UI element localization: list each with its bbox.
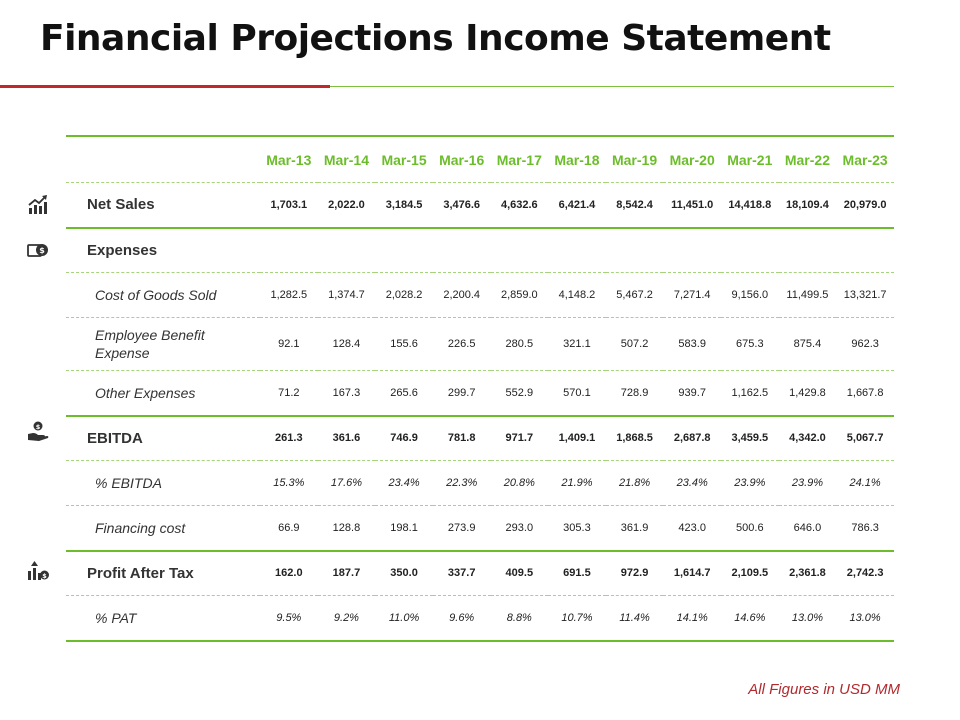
money-icon xyxy=(27,239,49,261)
table-cell: 4,148.2 xyxy=(548,273,606,318)
table-cell: 2,200.4 xyxy=(433,273,491,318)
table-cell xyxy=(375,228,433,273)
table-cell: 299.7 xyxy=(433,371,491,416)
table-cell: 128.8 xyxy=(318,506,376,551)
table-cell xyxy=(663,228,721,273)
table-cell: 1,409.1 xyxy=(548,416,606,461)
table-cell: 23.4% xyxy=(663,461,721,506)
table-cell: 781.8 xyxy=(433,416,491,461)
column-header: Mar-16 xyxy=(433,136,491,183)
table-cell: 2,028.2 xyxy=(375,273,433,318)
table-header-row xyxy=(66,136,894,183)
row-ebitda-pct xyxy=(66,461,894,506)
table-cell: 971.7 xyxy=(491,416,549,461)
row-label: Employee Benefit Expense xyxy=(66,318,260,371)
table-cell: 273.9 xyxy=(433,506,491,551)
column-header: Mar-15 xyxy=(375,136,433,183)
table-cell: 14,418.8 xyxy=(721,183,779,228)
table-cell xyxy=(318,228,376,273)
table-cell: 1,282.5 xyxy=(260,273,318,318)
table-cell xyxy=(606,228,664,273)
table-cell: 9.5% xyxy=(260,596,318,641)
row-ebitda xyxy=(66,416,894,461)
table-cell: 11,451.0 xyxy=(663,183,721,228)
table-cell: 1,374.7 xyxy=(318,273,376,318)
table-cell: 66.9 xyxy=(260,506,318,551)
table-cell: 2,742.3 xyxy=(836,551,894,596)
table-cell: 1,614.7 xyxy=(663,551,721,596)
table-cell: 500.6 xyxy=(721,506,779,551)
table-cell: 14.1% xyxy=(663,596,721,641)
table-cell: 261.3 xyxy=(260,416,318,461)
table-cell: 1,868.5 xyxy=(606,416,664,461)
column-header: Mar-23 xyxy=(836,136,894,183)
column-header: Mar-21 xyxy=(721,136,779,183)
table-cell: 13.0% xyxy=(836,596,894,641)
table-cell: 71.2 xyxy=(260,371,318,416)
table-cell: 162.0 xyxy=(260,551,318,596)
row-other-expenses xyxy=(66,371,894,416)
table-cell: 1,703.1 xyxy=(260,183,318,228)
table-cell: 226.5 xyxy=(433,318,491,371)
column-header: Mar-19 xyxy=(606,136,664,183)
row-employee-benefit xyxy=(66,318,894,371)
row-net-sales xyxy=(66,183,894,228)
column-header: Mar-13 xyxy=(260,136,318,183)
table-cell: 305.3 xyxy=(548,506,606,551)
table-cell: 675.3 xyxy=(721,318,779,371)
table-cell: 9,156.0 xyxy=(721,273,779,318)
page-title: Financial Projections Income Statement xyxy=(40,18,831,59)
table-cell: 11,499.5 xyxy=(779,273,837,318)
table-cell: 5,067.7 xyxy=(836,416,894,461)
table-cell: 962.3 xyxy=(836,318,894,371)
table-cell: 361.6 xyxy=(318,416,376,461)
table-cell: 20,979.0 xyxy=(836,183,894,228)
row-pat-pct xyxy=(66,596,894,641)
title-underline-green xyxy=(330,86,894,87)
table-cell: 409.5 xyxy=(491,551,549,596)
table-cell: 2,687.8 xyxy=(663,416,721,461)
table-cell: 24.1% xyxy=(836,461,894,506)
table-cell: 746.9 xyxy=(375,416,433,461)
table-cell: 361.9 xyxy=(606,506,664,551)
row-label: Other Expenses xyxy=(66,371,260,416)
table-cell xyxy=(721,228,779,273)
column-header: Mar-14 xyxy=(318,136,376,183)
row-expenses xyxy=(66,228,894,273)
hand-coin-icon xyxy=(27,420,49,442)
table-cell: 20.8% xyxy=(491,461,549,506)
svg-text:$: $ xyxy=(35,423,41,431)
table-cell: 7,271.4 xyxy=(663,273,721,318)
table-cell xyxy=(260,228,318,273)
table-cell: 8,542.4 xyxy=(606,183,664,228)
row-label: Cost of Goods Sold xyxy=(66,273,260,318)
table-cell: 1,667.8 xyxy=(836,371,894,416)
table-cell xyxy=(548,228,606,273)
income-statement-table xyxy=(66,135,894,642)
footer-note: All Figures in USD MM xyxy=(748,681,900,698)
title-underline-red xyxy=(0,85,330,88)
table-cell: 972.9 xyxy=(606,551,664,596)
svg-text:$: $ xyxy=(42,571,47,580)
row-profit-after-tax xyxy=(66,551,894,596)
table-cell: 92.1 xyxy=(260,318,318,371)
table-cell: 155.6 xyxy=(375,318,433,371)
table-cell: 570.1 xyxy=(548,371,606,416)
table-cell: 167.3 xyxy=(318,371,376,416)
table-cell: 22.3% xyxy=(433,461,491,506)
table-cell: 2,109.5 xyxy=(721,551,779,596)
table-cell: 21.9% xyxy=(548,461,606,506)
table-cell: 3,184.5 xyxy=(375,183,433,228)
table-cell: 939.7 xyxy=(663,371,721,416)
table-cell: 187.7 xyxy=(318,551,376,596)
table-cell: 691.5 xyxy=(548,551,606,596)
table-cell: 9.2% xyxy=(318,596,376,641)
table-cell: 128.4 xyxy=(318,318,376,371)
row-label: Net Sales xyxy=(66,183,260,228)
table-cell: 23.4% xyxy=(375,461,433,506)
table-cell: 786.3 xyxy=(836,506,894,551)
table-cell xyxy=(779,228,837,273)
header-blank xyxy=(66,136,260,183)
table-cell: 3,459.5 xyxy=(721,416,779,461)
table-cell: 4,342.0 xyxy=(779,416,837,461)
row-cogs xyxy=(66,273,894,318)
table-cell: 5,467.2 xyxy=(606,273,664,318)
table-cell: 17.6% xyxy=(318,461,376,506)
table-cell: 6,421.4 xyxy=(548,183,606,228)
column-header: Mar-17 xyxy=(491,136,549,183)
row-label: Profit After Tax xyxy=(66,551,260,596)
table-cell: 583.9 xyxy=(663,318,721,371)
table-cell: 2,361.8 xyxy=(779,551,837,596)
table-cell: 293.0 xyxy=(491,506,549,551)
table-cell: 21.8% xyxy=(606,461,664,506)
table-cell: 280.5 xyxy=(491,318,549,371)
table-cell xyxy=(836,228,894,273)
table-cell: 11.0% xyxy=(375,596,433,641)
table-cell: 11.4% xyxy=(606,596,664,641)
table-cell: 646.0 xyxy=(779,506,837,551)
table-cell: 265.6 xyxy=(375,371,433,416)
table-cell: 2,022.0 xyxy=(318,183,376,228)
table-cell: 507.2 xyxy=(606,318,664,371)
table-cell: 337.7 xyxy=(433,551,491,596)
table-cell: 2,859.0 xyxy=(491,273,549,318)
table-cell: 9.6% xyxy=(433,596,491,641)
table-cell: 10.7% xyxy=(548,596,606,641)
table-cell: 23.9% xyxy=(779,461,837,506)
column-header: Mar-18 xyxy=(548,136,606,183)
profit-growth-icon xyxy=(27,560,49,582)
table-cell: 1,162.5 xyxy=(721,371,779,416)
table-cell xyxy=(433,228,491,273)
table-cell: 423.0 xyxy=(663,506,721,551)
row-label: % PAT xyxy=(66,596,260,641)
table-cell: 350.0 xyxy=(375,551,433,596)
table-cell: 14.6% xyxy=(721,596,779,641)
column-header: Mar-20 xyxy=(663,136,721,183)
column-header: Mar-22 xyxy=(779,136,837,183)
table-cell: 4,632.6 xyxy=(491,183,549,228)
row-label: EBITDA xyxy=(66,416,260,461)
row-label: % EBITDA xyxy=(66,461,260,506)
table-cell: 552.9 xyxy=(491,371,549,416)
table-cell: 15.3% xyxy=(260,461,318,506)
table-cell: 198.1 xyxy=(375,506,433,551)
table-cell: 728.9 xyxy=(606,371,664,416)
sales-chart-icon xyxy=(27,194,49,216)
table-cell: 13,321.7 xyxy=(836,273,894,318)
table-cell: 1,429.8 xyxy=(779,371,837,416)
table-cell: 18,109.4 xyxy=(779,183,837,228)
table-cell: 13.0% xyxy=(779,596,837,641)
table-cell: 8.8% xyxy=(491,596,549,641)
table-cell: 23.9% xyxy=(721,461,779,506)
row-financing-cost xyxy=(66,506,894,551)
svg-text:$: $ xyxy=(39,246,45,255)
table-cell: 321.1 xyxy=(548,318,606,371)
table-cell xyxy=(491,228,549,273)
table-cell: 3,476.6 xyxy=(433,183,491,228)
row-label: Financing cost xyxy=(66,506,260,551)
table-cell: 875.4 xyxy=(779,318,837,371)
row-label: Expenses xyxy=(66,228,260,273)
